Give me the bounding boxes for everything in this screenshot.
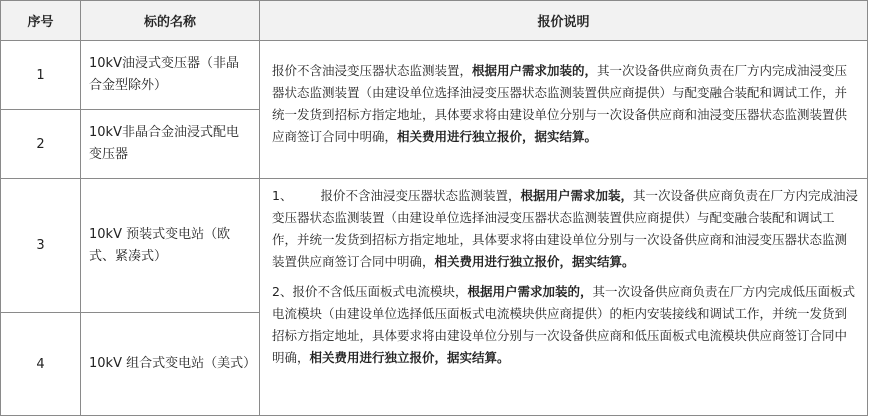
desc-a-text-1: 报价不含油浸变压器状态监测装置， xyxy=(272,63,473,78)
desc-rows-3-4 xyxy=(259,178,868,416)
desc-b2-text-1: 报价不含低压面板式电流模块， xyxy=(292,284,468,299)
desc-b2-bold-1: 根据用户需求加装的， xyxy=(467,284,593,299)
header-seq: 序号 xyxy=(0,0,81,41)
header-desc: 报价说明 xyxy=(259,0,868,41)
desc-b1-paragraph xyxy=(272,185,859,273)
desc-b1-bold-2: 相关费用进行独立报价，据实结算。 xyxy=(434,254,635,269)
desc-rows-1-2 xyxy=(259,40,868,179)
header-name: 标的名称 xyxy=(80,0,260,41)
desc-b1-text-1: 报价不含油浸变压器状态监测装置， xyxy=(320,188,521,203)
row-4-seq: 4 xyxy=(0,312,81,416)
desc-b2-bold-2: 相关费用进行独立报价，据实结算。 xyxy=(309,350,510,365)
desc-a-bold-2: 相关费用进行独立报价，据实结算。 xyxy=(397,129,598,144)
row-4-name: 10kV 组合式变电站（美式） xyxy=(80,312,260,416)
row-1-name: 10kV油浸式变压器（非晶合金型除外） xyxy=(80,40,260,110)
row-3-name: 10kV 预装式变电站（欧式、紧凑式） xyxy=(80,178,260,313)
row-2-name: 10kV非晶合金油浸式配电变压器 xyxy=(80,109,260,179)
desc-b2-text-2: 其一次设备供应商负责在厂方内完成低压面板式电流模块（由建设单位选择低压面板式电流模块供应商提供）的柜内安装接线和调试工作，并统一发货到招标方指定地址，具体要求将由建设单位分别与一次设备供应商和低压面板式电流模块供应商签订合同中明确， xyxy=(272,284,855,365)
desc-b2-prefix: 2、 xyxy=(272,284,293,299)
desc-a-text-2: 其一次设备供应商负责在厂方内完成油浸变压器状态监测装置（由建设单位选择油浸变压器状态监测装置供应商提供）与配变融合装配和调试工作，并统一发货到招标方指定地址，具体要求将由建设单位分别与一次设备供应商和油浸变压器状态监测装置供应商签订合同中明确， xyxy=(272,63,848,144)
desc-b1-text-2: 其一次设备供应商负责在厂方内完成油浸变压器状态监测装置（由建设单位选择油浸变压器状态监测装置供应商提供）与配变融合装配和调试工作，并统一发货到招标方指定地址，具体要求将由建设单位分别与一次设备供应商和油浸变压器状态监测装置供应商签订合同中明确， xyxy=(272,188,858,269)
desc-a-bold-1: 根据用户需求加装的， xyxy=(472,63,598,78)
row-2-seq: 2 xyxy=(0,109,81,179)
desc-a-paragraph xyxy=(272,60,859,148)
desc-b1-prefix: 1、 xyxy=(272,188,293,203)
desc-b1-bold-1: 根据用户需求加装， xyxy=(520,188,633,203)
desc-b2-paragraph xyxy=(272,281,859,369)
row-3-seq: 3 xyxy=(0,178,81,313)
row-1-seq: 1 xyxy=(0,40,81,110)
